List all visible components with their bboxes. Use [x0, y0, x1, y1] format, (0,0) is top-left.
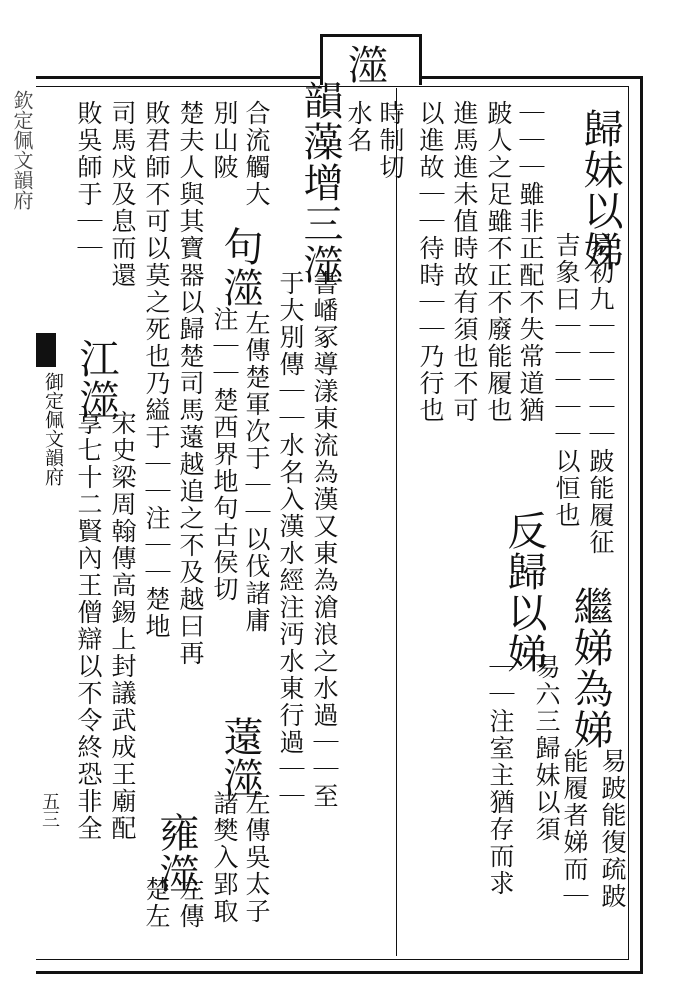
fold-mark [36, 333, 56, 367]
text-column-c7: 以進故｜｜待時｜｜乃行也 [416, 100, 445, 424]
text-column-c13d: 諸樊入郢取 [210, 790, 239, 925]
text-column-c17: 敗君師不可以莫之死也乃縊于｜｜注｜｜楚地 [142, 100, 171, 640]
text-column-c2a: 吉象曰｜｜｜｜｜以恒也 [552, 232, 581, 529]
text-column-c13b: 薳澨 [217, 716, 263, 798]
text-column-c12b: 左傳楚軍次于｜｜以伐諸庸 [242, 310, 271, 634]
text-column-c19: 敗吳師于｜｜ [74, 100, 103, 262]
text-column-c4a: 跛人之足雖不正不廢能履也 [484, 100, 513, 424]
text-column-c2b: 繼娣為娣 [567, 586, 613, 750]
column-rule [396, 88, 397, 956]
margin-running-title: 御定佩文韻府 [42, 372, 64, 486]
text-column-c20a: 江澨 [73, 338, 119, 420]
text-column-c6: 進馬進未值時故有須也不可 [450, 100, 479, 424]
text-column-c10b: 書嶓冢導漾東流為漢又東為滄浪之水過｜｜至 [310, 270, 339, 810]
text-column-c3b: 能履者娣而｜ [560, 748, 589, 910]
text-column-c18: 司馬戍及息而還 [108, 100, 137, 289]
text-column-c17c: 左傳 [176, 876, 205, 930]
text-column-c14: 合流觸大 [242, 100, 271, 208]
text-column-c13a: 注｜｜楚西界地句古侯切 [210, 306, 239, 603]
text-column-c13c: 左傳吳太子 [242, 790, 271, 925]
text-column-c5b: ｜｜注室主猶存而求 [486, 654, 515, 897]
text-column-c3: 易跛能復疏跛 [598, 748, 627, 910]
text-column-c17b: 雍澨 [153, 812, 199, 894]
text-column-c11: 于大別傳｜｜水名入漢水經注沔水東行過｜｜ [276, 270, 305, 810]
text-column-c8: 時制切 [376, 100, 405, 181]
text-column-c1b: 易初九｜｜｜｜｜跛能履征 [586, 232, 615, 556]
page-number: 五三 [39, 792, 60, 828]
text-column-c4c: 反歸以娣 [501, 510, 547, 674]
text-column-c12a: 句澨 [217, 226, 263, 308]
text-column-c9: 水名 [344, 100, 373, 154]
text-column-c5a: 易六三歸妹以須 [532, 654, 561, 843]
text-column-c4b: ｜｜｜雖非正配不失常道猶 [516, 100, 545, 424]
text-column-c20c: 享七十二賢內王僧辯以不令終恐非全 [74, 410, 103, 842]
margin-running-title-top: 欽定佩文韻府 [10, 90, 34, 210]
text-column-c1a: 歸妹以娣 [577, 108, 623, 272]
text-column-c10a: 韻藻增三澨 [297, 80, 343, 285]
text-column-c15: 別山陂 [210, 100, 239, 181]
header-tab-title: 澨 [348, 43, 388, 89]
text-column-c17d: 楚左 [142, 876, 171, 930]
text-column-c16: 楚夫人與其寶器以歸楚司馬薳越追之不及越曰再 [176, 100, 205, 667]
text-column-c20b: 宋史梁周翰傳高錫上封議武成王廟配 [108, 410, 137, 842]
